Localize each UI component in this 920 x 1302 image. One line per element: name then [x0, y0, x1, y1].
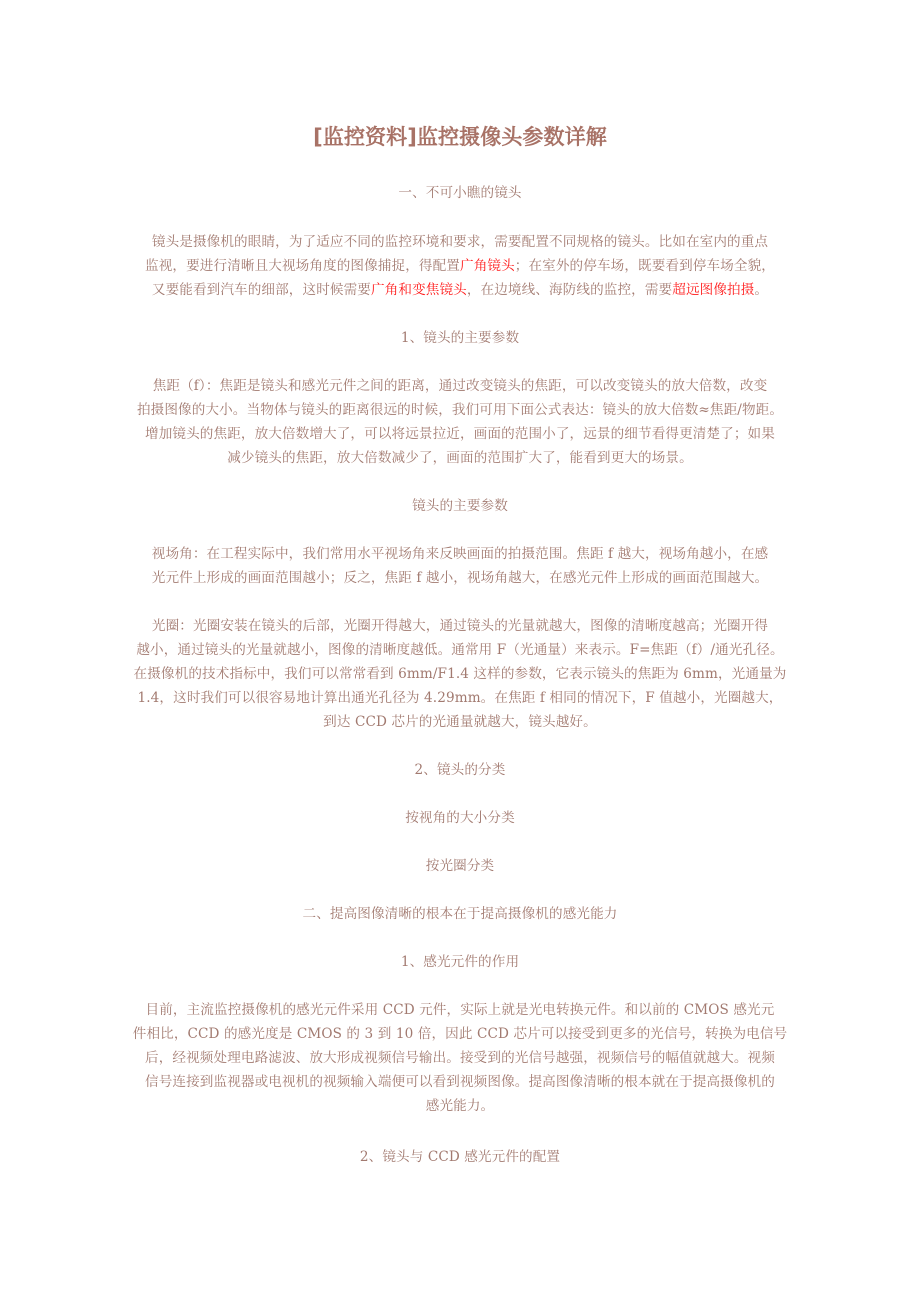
text-segment: 镜头是摄像机的眼睛，为了适应不同的监控环境和要求，需要配置不同规格的镜头。比如在室内的重点 [151, 234, 769, 250]
paragraph-line [130, 712, 790, 732]
section-heading [130, 760, 790, 780]
text-segment: 2、镜头的分类 [414, 762, 506, 778]
text-segment: ；在室外的停车场，既要看到停车场全貌， [514, 258, 775, 274]
paragraph-line [130, 1096, 790, 1116]
text-segment: 按视角的大小分类 [405, 810, 515, 826]
text-segment: 一、不可小瞧的镜头 [398, 185, 522, 201]
paragraph-line [130, 424, 790, 444]
section-heading [130, 1147, 790, 1167]
text-segment: 越小，通过镜头的光量就越小，图像的清晰度越低。通常用 F（光通量）来表示。F=焦距（f）/通光孔径。 [136, 642, 784, 658]
text-segment: 焦距（f）：焦距是镜头和感光元件之间的距离，通过改变镜头的焦距，可以改变镜头的放大倍数，改变 [152, 378, 768, 394]
paragraph-line [130, 1048, 790, 1068]
paragraph-line [130, 1000, 790, 1020]
paragraph-line [130, 376, 790, 396]
text-segment: 信号连接到监视器或电视机的视频输入端便可以看到视频图像。提高图像清晰的根本就在于提高摄像机的 [145, 1074, 775, 1090]
text-segment: 2、镜头与 CCD 感光元件的配置 [359, 1149, 561, 1165]
text-segment: 视场角：在工程实际中，我们常用水平视场角来反映画面的拍摄范围。焦距 f 越大，视场角越小，在感 [151, 546, 769, 562]
paragraph-line [130, 616, 790, 636]
paragraph-line [130, 544, 790, 564]
text-segment: 拍摄图像的大小。当物体与镜头的距离很远的时候，我们可用下面公式表达：镜头的放大倍数≈焦距/物距。 [136, 402, 784, 418]
text-segment: 1.4，这时我们可以很容易地计算出通光孔径为 4.29mm。在焦距 f 相同的情况下，F 值越小，光圈越大， [137, 690, 783, 706]
text-segment: ，在边境线、海防线的监控，需要 [466, 282, 673, 298]
paragraph-line [130, 280, 790, 300]
highlighted-text: 超远图像拍摄 [672, 282, 755, 298]
highlighted-text: 广角和变焦镜头 [370, 282, 467, 298]
text-segment: 增加镜头的焦距，放大倍数增大了，可以将远景拉近，画面的范围小了，远景的细节看得更清楚了；如果 [145, 426, 775, 442]
text-segment: 到达 CCD 芯片的光通量就越大，镜头越好。 [323, 714, 597, 730]
section-heading [130, 808, 790, 828]
paragraph-line [130, 568, 790, 588]
text-segment: 后，经视频处理电路滤波、放大形成视频信号输出。接受到的光信号越强，视频信号的幅值就越大。视频 [145, 1050, 775, 1066]
paragraph-line [130, 664, 790, 684]
text-segment: 二、提高图像清晰的根本在于提高摄像机的感光能力 [302, 906, 618, 922]
paragraph-line [130, 232, 790, 252]
highlighted-text: 广角镜头 [460, 258, 515, 274]
text-segment: 目前，主流监控摄像机的感光元件采用 CCD 元件，实际上就是光电转换元件。和以前的 CMOS 感光元 [145, 1002, 775, 1018]
text-segment: 件相比，CCD 的感光度是 CMOS 的 3 到 10 倍，因此 CCD 芯片可以接受到更多的光信号，转换为电信号 [132, 1026, 788, 1042]
text-segment: 。 [754, 282, 769, 298]
paragraph-line [130, 688, 790, 708]
text-segment: 又要能看到汽车的细部，这时候需要 [151, 282, 371, 298]
text-segment: 1、感光元件的作用 [400, 954, 520, 970]
text-segment: 光圈：光圈安装在镜头的后部，光圈开得越大，通过镜头的光量就越大，图像的清晰度越高；光圈开得 [151, 618, 769, 634]
section-heading [130, 496, 790, 516]
paragraph-line [130, 1072, 790, 1092]
text-segment: 镜头的主要参数 [412, 498, 508, 514]
paragraph-line [130, 640, 790, 660]
section-heading [130, 952, 790, 972]
section-heading [130, 856, 790, 876]
text-segment: 在摄像机的技术指标中，我们可以常常看到 6mm/F1.4 这样的参数，它表示镜头的焦距为 6mm，光通量为 [133, 666, 787, 682]
section-heading [130, 904, 790, 924]
text-segment: 1、镜头的主要参数 [400, 330, 520, 346]
section-heading [130, 328, 790, 348]
document-title: [监控资料]监控摄像头参数详解 [313, 125, 607, 149]
paragraph-line [130, 400, 790, 420]
text-segment: 光元件上形成的画面范围越小；反之，焦距 f 越小，视场角越大，在感光元件上形成的画面范围越大。 [151, 570, 769, 586]
text-segment: 按光圈分类 [425, 858, 495, 874]
paragraph-line [130, 256, 790, 276]
paragraph-line [130, 1024, 790, 1044]
text-segment: 感光能力。 [425, 1098, 495, 1114]
section-heading [130, 183, 790, 203]
text-segment: 减少镜头的焦距，放大倍数减少了，画面的范围扩大了，能看到更大的场景。 [227, 450, 693, 466]
paragraph-line [130, 448, 790, 468]
text-segment: 监视，要进行清晰且大视场角度的图像捕捉，得配置 [145, 258, 460, 274]
